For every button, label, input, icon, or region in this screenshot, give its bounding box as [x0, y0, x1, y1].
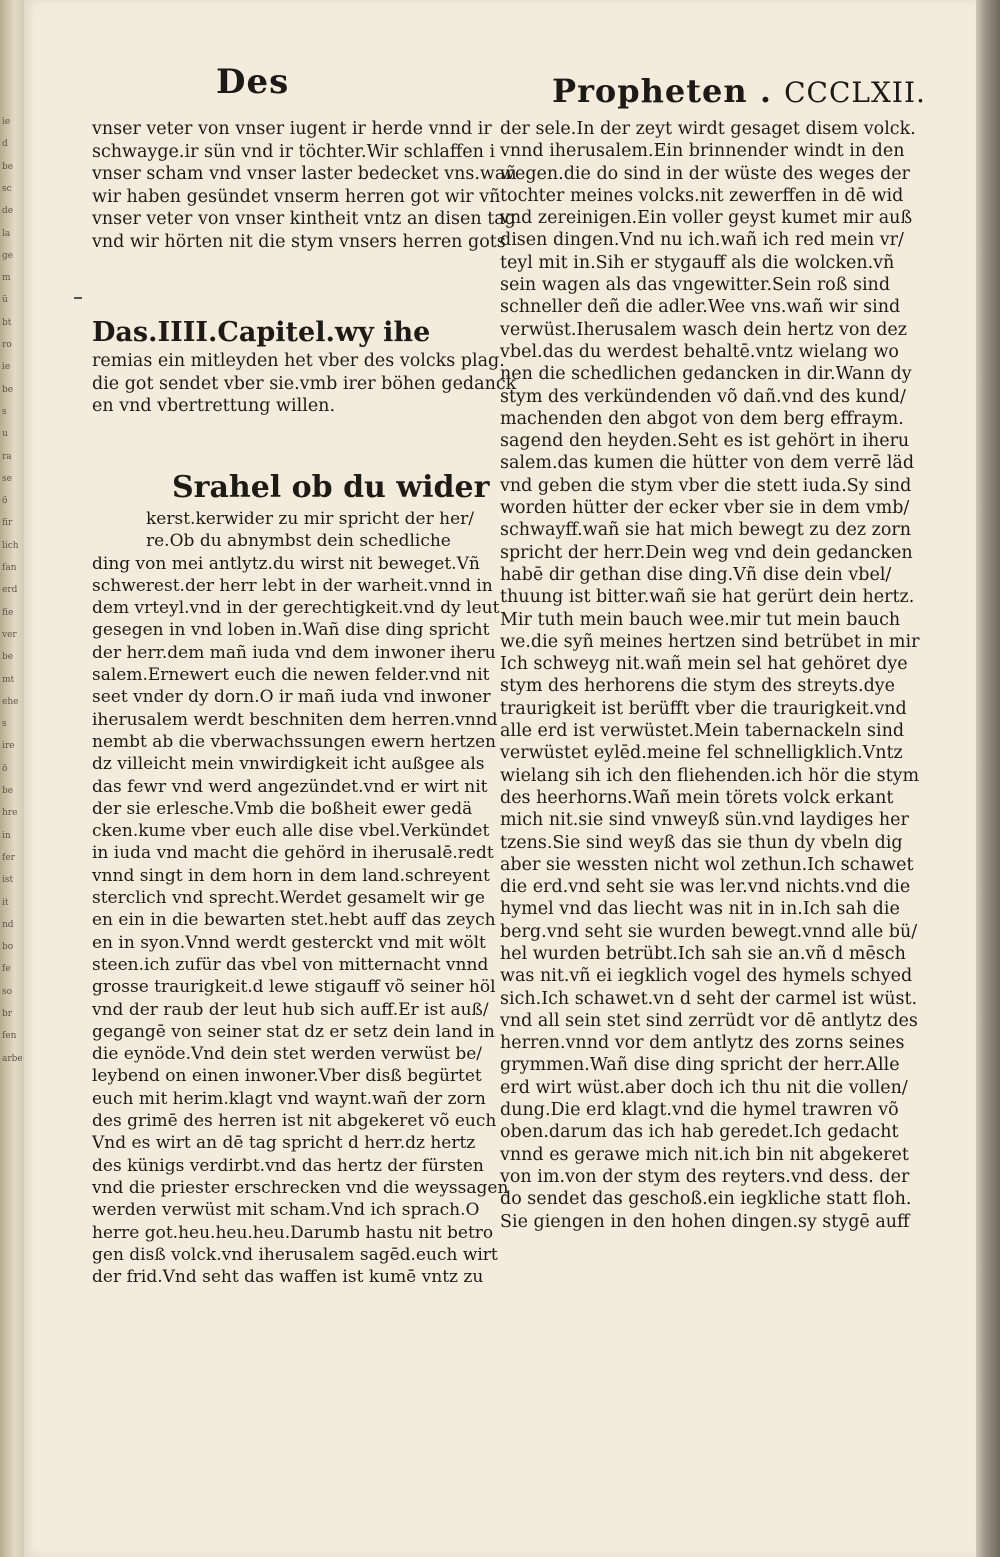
text-line: worden hütter der ecker vber sie in dem vmb/	[500, 498, 910, 519]
margin-fragment: hre	[2, 808, 18, 819]
text-line: hymel vnd das liecht was nit in in.Ich sah die	[500, 899, 900, 920]
text-line: en in syon.Vnnd werdt gesterckt vnd mit wölt	[92, 932, 486, 953]
text-line: der sele.In der zeyt wirdt gesaget disem volck.	[500, 119, 916, 139]
text-line: teyl mit in.Sih er stygauff als die wolcken.vñ	[500, 252, 895, 273]
text-line: re.Ob du abnymbst dein schedliche	[146, 531, 451, 552]
text-line: verwüst.Iherusalem wasch dein hertz von dez	[500, 319, 907, 340]
text-line: vnnd singt in dem horn in dem land.schreyent	[92, 865, 490, 886]
text-line: seet vnder dy dorn.O ir mañ iuda vnd inwoner	[92, 687, 491, 708]
margin-fragment: it	[2, 897, 9, 908]
margin-fragment: s	[2, 719, 7, 730]
text-line: berg.vnd seht sie wurden bewegt.vnnd alle bü/	[500, 921, 918, 942]
text-line: vnd zereinigen.Ein voller geyst kumet mir auß	[500, 208, 913, 229]
margin-fragment: bo	[2, 942, 14, 953]
text-line: aber sie wessten nicht wol zethun.Ich schawet	[500, 854, 914, 875]
text-line: euch mit herim.klagt vnd waynt.wañ der zorn	[92, 1088, 486, 1109]
chapter-incipit: Srahel ob du wider	[172, 470, 490, 505]
margin-fragment: br	[2, 1009, 13, 1019]
folio-number: CCCLXII.	[784, 76, 926, 109]
margin-fragment: ire	[2, 741, 15, 752]
text-line: oben.darum das ich hab geredet.Ich gedacht	[500, 1122, 899, 1143]
text-line: Sie giengen in den hohen dingen.sy stygē auff	[500, 1211, 910, 1232]
text-line: gen disß volck.vnd iherusalem sagēd.euch wirt	[92, 1244, 498, 1265]
text-line: des heerhorns.Wañ mein törets volck erkant	[500, 787, 894, 808]
chapter-heading-block	[92, 316, 517, 418]
chapter-title: Das.IIII.Capitel.wy ihe	[92, 317, 431, 348]
text-line: vnd die priester erschrecken vnd die weyssagen	[92, 1177, 509, 1198]
margin-fragment: ie	[2, 362, 11, 373]
margin-fragment: ver	[2, 629, 17, 640]
margin-fragment: in	[2, 830, 11, 841]
text-line: das fewr vnd werd angezündet.vnd er wirt nit	[92, 776, 488, 797]
text-line: von im.von der stym des reyters.vnd dess. der	[500, 1166, 910, 1187]
text-line: werden verwüst mit scham.Vnd ich sprach.O	[92, 1200, 480, 1221]
text-line: vnd geben die stym vber die stett iuda.Sy sind	[500, 475, 912, 496]
text-line: salem.das kumen die hütter von dem verrē läd	[500, 453, 915, 474]
margin-fragment: so	[2, 986, 13, 997]
text-line: sein wagen als das vngewitter.Sein roß sind	[500, 275, 891, 296]
left-column-top-text	[92, 118, 517, 254]
text-line: gegangē von seiner stat dz er setz dein land in	[92, 1021, 495, 1042]
chapter-summary-line: en vnd vbertrettung willen.	[92, 396, 336, 417]
margin-fragment: mt	[2, 674, 15, 685]
text-line: dem vrteyl.vnd in der gerechtigkeit.vnd dy leut	[92, 598, 500, 619]
margin-fragment: ö	[2, 763, 8, 774]
text-line: stym des herhorens die stym des streyts.dye	[500, 676, 896, 697]
running-title-left: Des	[216, 62, 290, 102]
text-line: vnnd es gerawe mich nit.ich bin nit abgekeret	[500, 1144, 909, 1165]
text-line: wegen.die do sind in der wüste des weges der	[500, 163, 910, 184]
running-title-text: Propheten .	[552, 72, 772, 110]
text-line: vnser veter von vnser iugent ir herde vnnd ir	[92, 119, 492, 139]
text-line: leybend on einen inwoner.Vber disß begürtet	[92, 1066, 482, 1087]
text-line: vnd all sein stet sind zerrüdt vor dē antlytz des	[500, 1010, 918, 1031]
margin-fragment: be	[2, 652, 14, 663]
margin-fragment: lich	[2, 540, 19, 551]
text-line: alle erd ist verwüstet.Mein tabernackeln sind	[500, 721, 905, 742]
text-line: dung.Die erd klagt.vnd die hymel trawren võ	[500, 1100, 899, 1121]
text-line: Mir tuth mein bauch wee.mir tut mein bauch	[500, 609, 901, 630]
text-line: ding von mei antlytz.du wirst nit beweget.Vñ	[92, 553, 480, 574]
text-line: grymmen.Wañ dise ding spricht der herr.Alle	[500, 1055, 900, 1076]
text-line: grosse traurigkeit.d lewe stigauff võ seiner höl	[92, 977, 496, 998]
margin-fragment: ie	[2, 117, 11, 127]
text-line: die eynöde.Vnd dein stet werden verwüst be/	[92, 1044, 483, 1065]
margin-fragment: be	[2, 384, 14, 395]
text-line: in iuda vnd macht die gehörd in iherusalē.redt	[92, 843, 494, 864]
text-line: der herr.dem mañ iuda vnd dem inwoner iheru	[92, 642, 496, 663]
margin-fragment: be	[2, 786, 14, 796]
text-line: herren.vnnd vor dem antlytz des zorns seines	[500, 1033, 905, 1054]
margin-fragment: s	[2, 406, 7, 417]
text-line: tochter meines volcks.nit zewerffen in dē wid	[500, 185, 904, 206]
margin-fragment: fir	[2, 518, 13, 529]
text-line: verwüstet eylēd.meine fel schnelligklich.Vntz	[500, 743, 903, 764]
left-column-body-text	[92, 508, 509, 1288]
text-line: gesegen in vnd loben in.Wañ dise ding spricht	[92, 620, 490, 641]
margin-fragment: bt	[2, 317, 12, 328]
margin-fragment: be	[2, 161, 14, 172]
margin-fragment: de	[2, 206, 14, 217]
text-line: sterclich vnd sprecht.Werdet gesamelt wir ge	[92, 888, 485, 909]
text-line: des künigs verdirbt.vnd das hertz der fürsten	[92, 1155, 484, 1176]
text-line: kerst.kerwider zu mir spricht der her/	[146, 509, 475, 529]
margin-fragment: ge	[2, 250, 14, 261]
margin-fragment: ehe	[2, 696, 19, 707]
running-title-right	[552, 72, 926, 110]
text-line: des grimē des herren ist nit abgekeret võ euch	[92, 1111, 497, 1132]
text-line: schneller deñ die adler.Wee vns.wañ wir sind	[500, 297, 901, 318]
margin-fragment: fe	[2, 964, 11, 975]
text-line: spricht der herr.Dein weg vnd dein gedancken	[500, 542, 913, 563]
margin-fragment: m	[2, 273, 11, 284]
text-line: vnnd iherusalem.Ein brinnender windt in den	[500, 141, 905, 162]
margin-fragment: fie	[2, 607, 14, 618]
text-line: dz villeicht mein vnwirdigkeit icht außgee als	[92, 754, 485, 775]
margin-fragment: sc	[2, 183, 12, 194]
text-line: habē dir gethan dise ding.Vñ dise dein vbel/	[500, 564, 892, 585]
text-line: schwayff.wañ sie hat mich bewegt zu dez zorn	[500, 520, 912, 541]
text-line: hel wurden betrübt.Ich sah sie an.vñ d mēsch	[500, 943, 906, 964]
text-line: stym des verkündenden võ dañ.vnd des kund/	[500, 386, 906, 407]
text-line: salem.Ernewert euch die newen felder.vnd nit	[92, 665, 490, 686]
margin-fragment: nd	[2, 919, 14, 930]
margin-mark	[74, 297, 82, 299]
text-line: mich nit.sie sind vnweyß sün.vnd laydiges her	[500, 810, 909, 831]
text-line: machenden den abgot von dem berg effraym.	[500, 408, 904, 429]
text-line: cken.kume vber euch alle dise vbel.Verkündet	[92, 821, 490, 842]
text-line: wir haben gesündet vnserm herren got wir vñ	[92, 186, 501, 207]
text-line: vbel.das du werdest behaltē.vntz wielang wo	[500, 341, 899, 362]
chapter-summary-line: die got sendet vber sie.vmb irer böhen gedanck	[92, 373, 517, 394]
text-line: sagend den heyden.Seht es ist gehört in iheru	[500, 431, 910, 452]
text-line: tzens.Sie sind weyß das sie thun dy vbeln dig	[500, 832, 903, 853]
text-line: erd wirt wüst.aber doch ich thu nit die vollen/	[500, 1077, 908, 1098]
margin-fragment: ra	[2, 451, 12, 462]
margin-fragment: ö	[2, 496, 8, 507]
text-line: disen dingen.Vnd nu ich.wañ ich red mein vr/	[500, 230, 904, 251]
text-line: en ein in die bewarten stet.hebt auff das zeych	[92, 910, 496, 931]
text-line: nembt ab die vberwachssungen ewern hertzen	[92, 731, 497, 752]
text-line: der sie erlesche.Vmb die boßheit ewer gedä	[92, 798, 473, 819]
margin-fragment: u	[2, 429, 8, 440]
text-line: vnser scham vnd vnser laster bedecket vns.wañ	[92, 164, 517, 185]
text-line: vnd der raub der leut hub sich auff.Er ist auß/	[92, 999, 489, 1020]
margin-fragment: la	[2, 228, 11, 239]
text-line: iherusalem werdt beschniten dem herren.vnnd	[92, 709, 498, 730]
facing-page-edge	[0, 0, 24, 1557]
text-line: nen die schedlichen gedancken in dir.Wann dy	[500, 364, 912, 385]
margin-fragment: fer	[2, 852, 15, 863]
text-line: vnd wir hörten nit die stym vnsers herren gots	[92, 231, 506, 252]
text-line: schwayge.ir sün vnd ir töchter.Wir schlaffen i	[92, 141, 496, 162]
chapter-summary	[92, 350, 517, 418]
margin-fragment: ü	[2, 295, 8, 306]
margin-fragment: ro	[2, 340, 12, 350]
margin-fragment: se	[2, 473, 12, 484]
chapter-summary-line: remias ein mitleyden het vber des volcks plag.	[92, 351, 505, 371]
text-line: die erd.vnd seht sie was ler.vnd nichts.vnd die	[500, 877, 911, 898]
text-line: steen.ich zufür das vbel von mitternacht vnnd	[92, 954, 489, 975]
text-line: herre got.heu.heu.heu.Darumb hastu nit betro	[92, 1222, 494, 1243]
text-line: vnser veter von vnser kintheit vntz an disen tag	[92, 209, 516, 230]
text-line: der frid.Vnd seht das waffen ist kumē vntz zu	[92, 1267, 484, 1288]
text-line: Vnd es wirt an dē tag spricht d herr.dz hertz	[92, 1133, 476, 1154]
margin-fragment: fan	[2, 563, 17, 573]
margin-fragment: ist	[2, 875, 14, 886]
text-line: wielang sih ich den fliehenden.ich hör die stym	[500, 765, 920, 786]
text-line: thuung ist bitter.wañ sie hat gerürt dein hertz.	[500, 587, 915, 608]
text-line: do sendet das geschoß.ein iegkliche statt floh.	[500, 1189, 912, 1210]
margin-fragment: erd	[2, 585, 18, 596]
margin-fragment: d	[2, 139, 8, 150]
margin-fragment: arbe	[2, 1053, 23, 1064]
text-line: was nit.vñ ei iegklich vogel des hymels schyed	[500, 966, 913, 987]
margin-fragment: fen	[2, 1031, 17, 1042]
text-line: Ich schweyg nit.wañ mein sel hat gehöret dye	[500, 654, 908, 675]
page-stack-edge	[976, 0, 1000, 1557]
text-line: schwerest.der herr lebt in der warheit.vnnd in	[92, 575, 493, 596]
text-line: sich.Ich schawet.vn d seht der carmel ist wüst.	[500, 988, 918, 1009]
right-column-text	[500, 118, 920, 1233]
text-line: traurigkeit ist berüfft vber die traurigkeit.vnd	[500, 698, 907, 719]
text-line: we.die syñ meines hertzen sind betrübet in mir	[500, 631, 920, 652]
